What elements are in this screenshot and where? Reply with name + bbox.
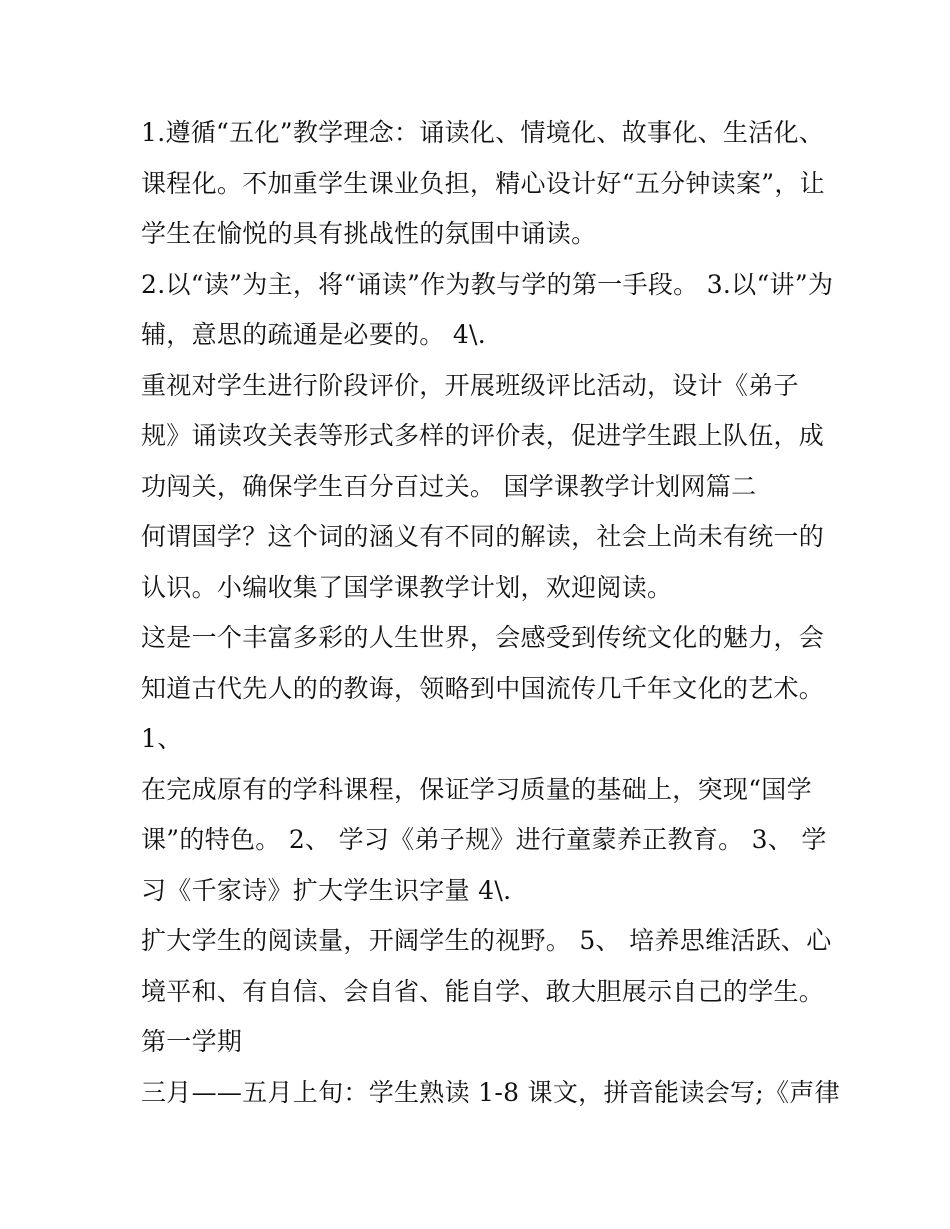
text-line: 重视对学生进行阶段评价，开展班级评比活动，设计《弟子	[141, 370, 799, 400]
text-line: 何谓国学？这个词的涵义有不同的解读，社会上尚未有统一的	[141, 522, 825, 551]
text-line: 课”的特色。 2、 学习《弟子规》进行童蒙养正教育。 3、 学	[141, 825, 827, 854]
text-line: 境平和、有自信、会自省、能自学、敢大胆展示自己的学生。	[141, 976, 825, 1006]
text-line: 三月——五月上旬：学生熟读 1-8 课文，拼音能读会写;《声律	[141, 1077, 840, 1107]
document-body	[141, 108, 840, 1118]
text-line: 辅，意思的疏通是必要的。 4\.	[141, 320, 487, 349]
text-line: 1.遵循“五化”教学理念：诵读化、情境化、故事化、生活化、	[141, 118, 825, 147]
text-line: 2.以“读”为主，将“诵读”作为教与学的第一手段。 3.以“讲”为	[141, 269, 834, 299]
text-line: 1、	[141, 724, 183, 753]
text-line: 扩大学生的阅读量，开阔学生的视野。 5、 培养思维活跃、心	[141, 926, 832, 955]
text-line: 在完成原有的学科课程，保证学习质量的基础上，突现“国学	[141, 774, 812, 804]
text-line: 认识。小编收集了国学课教学计划，欢迎阅读。	[141, 572, 673, 602]
text-line: 规》诵读攻关表等形式多样的评价表，促进学生跟上队伍，成	[141, 421, 825, 450]
text-line: 知道古代先人的的教诲，领略到中国流传几千年文化的艺术。	[141, 673, 825, 703]
text-line: 功闯关，确保学生百分百过关。 国学课教学计划网篇二	[141, 471, 757, 501]
text-line: 课程化。不加重学生课业负担，精心设计好“五分钟读案”，让	[141, 168, 825, 198]
text-line: 学生在愉悦的具有挑战性的氛围中诵读。	[141, 219, 597, 248]
text-line: 这是一个丰富多彩的人生世界，会感受到传统文化的魅力，会	[141, 623, 825, 652]
text-line: 第一学期	[141, 1027, 243, 1056]
text-line: 习《千家诗》扩大学生识字量 4\.	[141, 875, 512, 905]
